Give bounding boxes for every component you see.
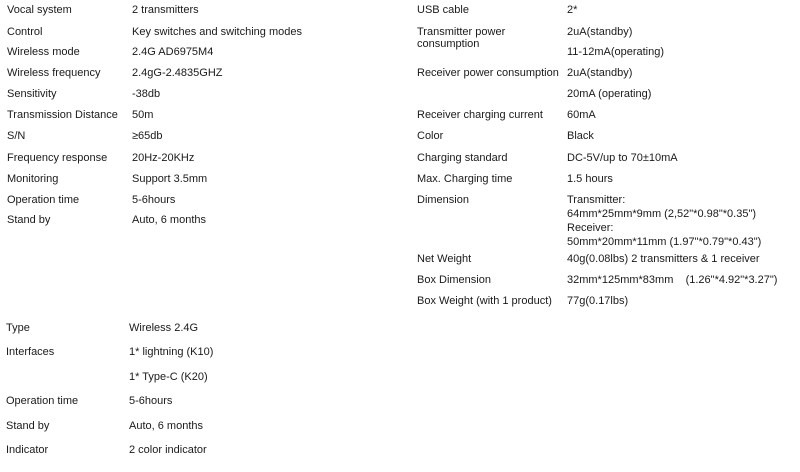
spec-label: Type xyxy=(6,322,30,334)
spec-label: Indicator xyxy=(6,444,49,456)
spec-value: 2uA(standby) xyxy=(567,26,633,38)
spec-label: consumption xyxy=(417,38,480,50)
spec-label: Receiver power consumption xyxy=(417,67,559,79)
spec-value: 5-6hours xyxy=(129,395,173,407)
spec-value: 60mA xyxy=(567,109,596,121)
spec-value: 20mA (operating) xyxy=(567,88,652,100)
spec-value: 50mm*20mm*11mm (1.97"*0.79"*0.43") xyxy=(567,236,762,248)
spec-label: Net Weight xyxy=(417,253,472,265)
spec-value: 1* Type-C (K20) xyxy=(129,371,208,383)
spec-value: Auto, 6 months xyxy=(129,420,203,432)
spec-value: 40g(0.08lbs) 2 transmitters & 1 receiver xyxy=(567,253,760,265)
spec-value: 5-6hours xyxy=(132,194,176,206)
spec-label: Color xyxy=(417,130,444,142)
spec-value: Wireless 2.4G xyxy=(129,322,199,334)
spec-value: ≥65db xyxy=(132,130,163,142)
spec-value: 50m xyxy=(132,109,154,121)
spec-value: 11-12mA(operating) xyxy=(567,46,665,58)
spec-value: Key switches and switching modes xyxy=(132,26,302,38)
spec-label: Control xyxy=(7,26,43,38)
spec-label: Box Weight (with 1 product) xyxy=(417,295,552,307)
spec-value: 1* lightning (K10) xyxy=(129,346,214,358)
spec-label: Transmitter power xyxy=(417,26,506,38)
spec-label: Operation time xyxy=(6,395,79,407)
spec-label: Stand by xyxy=(6,420,50,432)
spec-label: Max. Charging time xyxy=(417,173,513,185)
spec-label: S/N xyxy=(7,130,26,142)
spec-value: 2.4gG-2.4835GHZ xyxy=(132,67,223,79)
spec-value: Receiver: xyxy=(567,222,614,234)
spec-value: Support 3.5mm xyxy=(132,173,208,185)
spec-label: Monitoring xyxy=(7,173,59,185)
spec-label: Frequency response xyxy=(7,152,108,164)
spec-value: -38db xyxy=(132,88,161,100)
spec-label: Vocal system xyxy=(7,4,72,16)
spec-label: Dimension xyxy=(417,194,469,206)
spec-value: 64mm*25mm*9mm (2,52"*0.98"*0.35") xyxy=(567,208,757,220)
spec-label: Wireless frequency xyxy=(7,67,101,79)
spec-label: Receiver charging current xyxy=(417,109,543,121)
spec-label: Box Dimension xyxy=(417,274,491,286)
spec-value: Auto, 6 months xyxy=(132,214,206,226)
spec-value: 20Hz-20KHz xyxy=(132,152,195,164)
spec-value: 2* xyxy=(567,4,578,16)
spec-label: Wireless mode xyxy=(7,46,80,58)
spec-value: 1.5 hours xyxy=(567,173,613,185)
spec-value: 77g(0.17lbs) xyxy=(567,295,629,307)
spec-value: DC-5V/up to 70±10mA xyxy=(567,152,678,164)
spec-label: Stand by xyxy=(7,214,51,226)
spec-value: 2 transmitters xyxy=(132,4,199,16)
spec-value: Transmitter: xyxy=(567,194,626,206)
spec-label: Sensitivity xyxy=(7,88,57,100)
spec-label: Operation time xyxy=(7,194,80,206)
spec-value: 32mm*125mm*83mm (1.26"*4.92"*3.27") xyxy=(567,274,778,286)
spec-value: 2uA(standby) xyxy=(567,67,633,79)
spec-label: Charging standard xyxy=(417,152,508,164)
spec-label: Interfaces xyxy=(6,346,55,358)
spec-label: USB cable xyxy=(417,4,469,16)
spec-value: 2 color indicator xyxy=(129,444,207,456)
spec-label: Transmission Distance xyxy=(7,109,118,121)
spec-value: 2.4G AD6975M4 xyxy=(132,46,214,58)
spec-value: Black xyxy=(567,130,594,142)
